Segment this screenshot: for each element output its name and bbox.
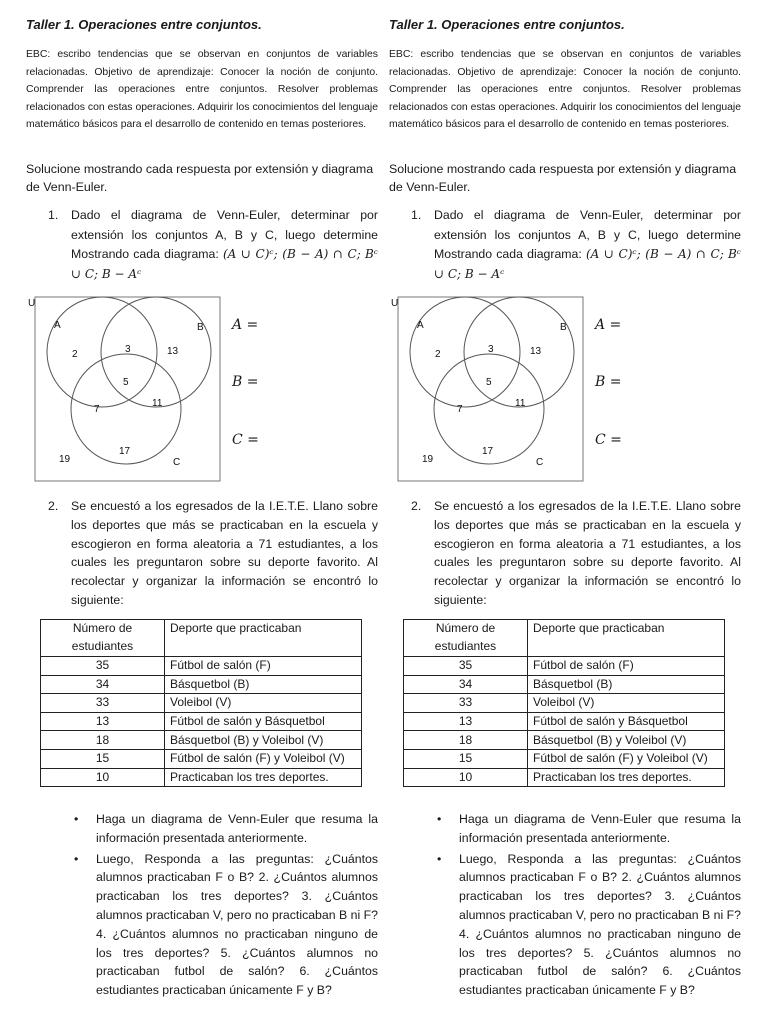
- answer-b: B =: [232, 374, 259, 390]
- row-sport: Básquetbol (B) y Voleibol (V): [528, 731, 725, 750]
- table-row: [41, 731, 362, 750]
- set-c-label: C: [536, 457, 544, 468]
- row-count: 33: [41, 694, 165, 713]
- question-1: [44, 206, 378, 284]
- row-count: 15: [41, 749, 165, 768]
- question-2: [44, 497, 378, 610]
- row-sport: Fútbol de salón y Básquetbol: [165, 712, 362, 731]
- question-2-number: 2.: [48, 499, 59, 513]
- region-a-and-c: 7: [457, 404, 463, 415]
- table-row: [41, 675, 362, 694]
- header-count: Número de estudiantes: [41, 620, 165, 657]
- row-sport: Fútbol de salón y Básquetbol: [528, 712, 725, 731]
- region-b-and-c: 11: [515, 398, 526, 409]
- table-row: [41, 657, 362, 676]
- set-b-label: B: [560, 322, 567, 333]
- region-only-a: 2: [435, 349, 441, 360]
- bullet-icon: •: [74, 851, 79, 866]
- table-row: [404, 768, 725, 787]
- set-b-circle: [101, 297, 211, 407]
- row-count: 18: [404, 731, 528, 750]
- row-sport: Básquetbol (B): [165, 675, 362, 694]
- set-a-label: A: [417, 320, 424, 331]
- bullet-list: [429, 810, 741, 1002]
- answer-b: B =: [595, 374, 622, 390]
- table-header-row: [41, 620, 362, 657]
- answer-c: C =: [232, 432, 259, 448]
- sports-table: [40, 619, 362, 787]
- bullet-text: Haga un diagrama de Venn-Euler que resuma la información presentada anteriormente.: [459, 812, 741, 845]
- region-all-three: 5: [123, 377, 129, 388]
- answer-a: A =: [232, 317, 259, 333]
- row-sport: Básquetbol (B) y Voleibol (V): [165, 731, 362, 750]
- bullet-icon: •: [74, 812, 79, 826]
- ebc-paragraph: EBC: escribo tendencias que se observan en conjuntos de variables relacionadas. Objetivo de aprendizaje: Conocer la noción de conjunto. Comprender las operaciones entre conjuntos. Resolver problemas relacionados con estas operaciones. Adquirir los conocimientos del lenguaje matemático básicos para el desarrollo de contenido en temas posteriores.: [389, 49, 741, 130]
- question-1-ops-line1: (A ∪ C)ᶜ; (B − A) ∩ C;: [223, 247, 361, 261]
- table-row: [41, 768, 362, 787]
- region-outside: 19: [422, 454, 434, 465]
- row-count: 35: [404, 657, 528, 676]
- region-only-c: 17: [119, 446, 131, 457]
- table-row: [41, 694, 362, 713]
- table-row: [404, 749, 725, 768]
- row-count: 15: [404, 749, 528, 768]
- region-only-c: 17: [482, 446, 494, 457]
- answer-a: A =: [595, 317, 622, 333]
- row-sport: Practicaban los tres deportes.: [165, 768, 362, 787]
- row-sport: Voleibol (V): [528, 694, 725, 713]
- bullet-icon: •: [437, 812, 442, 826]
- region-a-and-b: 3: [125, 344, 131, 355]
- row-sport: Fútbol de salón (F) y Voleibol (V): [165, 749, 362, 768]
- set-c-label: C: [173, 457, 181, 468]
- row-sport: Básquetbol (B): [528, 675, 725, 694]
- set-b-circle: [464, 297, 574, 407]
- universe-label: U: [391, 298, 399, 309]
- row-count: 10: [404, 768, 528, 787]
- set-a-circle: [47, 297, 157, 407]
- set-b-label: B: [197, 322, 204, 333]
- table-row: [404, 675, 725, 694]
- universe-label: U: [28, 298, 36, 309]
- row-count: 13: [404, 712, 528, 731]
- table-row: [41, 749, 362, 768]
- list-item: [66, 810, 378, 848]
- region-outside: 19: [59, 454, 71, 465]
- row-count: 10: [41, 768, 165, 787]
- list-item: [66, 850, 378, 1000]
- row-count: 35: [41, 657, 165, 676]
- row-count: 34: [404, 675, 528, 694]
- venn-diagram: [389, 290, 589, 490]
- region-only-b: 13: [530, 346, 542, 357]
- table-row: [404, 712, 725, 731]
- list-item: [429, 810, 741, 848]
- row-sport: Fútbol de salón (F): [528, 657, 725, 676]
- row-sport: Fútbol de salón (F) y Voleibol (V): [528, 749, 725, 768]
- row-count: 34: [41, 675, 165, 694]
- row-count: 33: [404, 694, 528, 713]
- region-only-a: 2: [72, 349, 78, 360]
- table-row: [404, 657, 725, 676]
- region-a-and-b: 3: [488, 344, 494, 355]
- region-a-and-c: 7: [94, 404, 100, 415]
- question-1-ops-line1: (A ∪ C)ᶜ; (B − A) ∩ C;: [586, 247, 724, 261]
- question-1-ops-line2: Bᶜ ∪ C; B − Aᶜ: [434, 247, 742, 281]
- table-row: [404, 694, 725, 713]
- bullet-list: [66, 810, 378, 1002]
- header-sport: Deporte que practicaban: [165, 620, 362, 657]
- question-1-ops-line2: Bᶜ ∪ C; B − Aᶜ: [71, 247, 379, 281]
- instruction-text: Solucione mostrando cada respuesta por extensión y diagrama de Venn-Euler.: [389, 162, 737, 194]
- question-1-number: 1.: [411, 208, 422, 222]
- bullet-text: Luego, Responda a las preguntas: ¿Cuántos alumnos practicaban F o B? 2. ¿Cuántos alumnos practicaban los tres deportes? 3. ¿Cuántos alumnos practicaban V, pero no practicaban B ni F? 4. ¿Cuántos alumnos no practicaban ninguno de los tres deportes? 5. ¿Cuántos alumnos no practicaban futbol de salón? 6. ¿Cuántos estudiantes practicaban únicamente F y B?: [459, 851, 741, 998]
- row-count: 18: [41, 731, 165, 750]
- set-a-circle: [410, 297, 520, 407]
- list-item: [429, 850, 741, 1000]
- instruction-text: Solucione mostrando cada respuesta por extensión y diagrama de Venn-Euler.: [26, 162, 374, 194]
- set-a-label: A: [54, 320, 61, 331]
- question-2: [407, 497, 741, 610]
- table-row: [41, 712, 362, 731]
- question-2-text: Se encuestó a los egresados de la I.E.T.E. Llano sobre los deportes que más se practicaban en la escuela y escogieron en forma aleatoria a 71 estudiantes, a los cuales les preguntaron sobre su deporte favorito. Al recolectar y organizar la información se encontró lo siguiente:: [434, 499, 741, 607]
- worksheet-title: Taller 1. Operaciones entre conjuntos.: [26, 17, 262, 32]
- worksheet-title: Taller 1. Operaciones entre conjuntos.: [389, 17, 625, 32]
- question-1-text: Dado el diagrama de Venn-Euler, determinar por extensión los conjuntos A, B y C, luego determine Mostrando cada diagrama:: [71, 208, 378, 261]
- answer-c: C =: [595, 432, 622, 448]
- question-2-number: 2.: [411, 499, 422, 513]
- bullet-icon: •: [437, 851, 442, 866]
- question-1-number: 1.: [48, 208, 59, 222]
- region-all-three: 5: [486, 377, 492, 388]
- header-count: Número de estudiantes: [404, 620, 528, 657]
- row-sport: Fútbol de salón (F): [165, 657, 362, 676]
- question-1-text: Dado el diagrama de Venn-Euler, determinar por extensión los conjuntos A, B y C, luego determine Mostrando cada diagrama:: [434, 208, 741, 261]
- row-sport: Voleibol (V): [165, 694, 362, 713]
- region-b-and-c: 11: [152, 398, 163, 409]
- bullet-text: Luego, Responda a las preguntas: ¿Cuántos alumnos practicaban F o B? 2. ¿Cuántos alumnos practicaban los tres deportes? 3. ¿Cuántos alumnos practicaban V, pero no practicaban B ni F? 4. ¿Cuántos alumnos no practicaban ninguno de los tres deportes? 5. ¿Cuántos alumnos no practicaban futbol de salón? 6. ¿Cuántos estudiantes practicaban únicamente F y B?: [96, 851, 378, 998]
- table-header-row: [404, 620, 725, 657]
- region-only-b: 13: [167, 346, 179, 357]
- question-2-text: Se encuestó a los egresados de la I.E.T.E. Llano sobre los deportes que más se practicaban en la escuela y escogieron en forma aleatoria a 71 estudiantes, a los cuales les preguntaron sobre su deporte favorito. Al recolectar y organizar la información se encontró lo siguiente:: [71, 499, 378, 607]
- row-sport: Practicaban los tres deportes.: [528, 768, 725, 787]
- venn-diagram: [26, 290, 226, 490]
- header-sport: Deporte que practicaban: [528, 620, 725, 657]
- question-1: [407, 206, 741, 284]
- ebc-paragraph: EBC: escribo tendencias que se observan en conjuntos de variables relacionadas. Objetivo de aprendizaje: Conocer la noción de conjunto. Comprender las operaciones entre conjuntos. Resolver problemas relacionados con estas operaciones. Adquirir los conocimientos del lenguaje matemático básicos para el desarrollo de contenido en temas posteriores.: [26, 49, 378, 130]
- bullet-text: Haga un diagrama de Venn-Euler que resuma la información presentada anteriormente.: [96, 812, 378, 845]
- sports-table: [403, 619, 725, 787]
- row-count: 13: [41, 712, 165, 731]
- table-row: [404, 731, 725, 750]
